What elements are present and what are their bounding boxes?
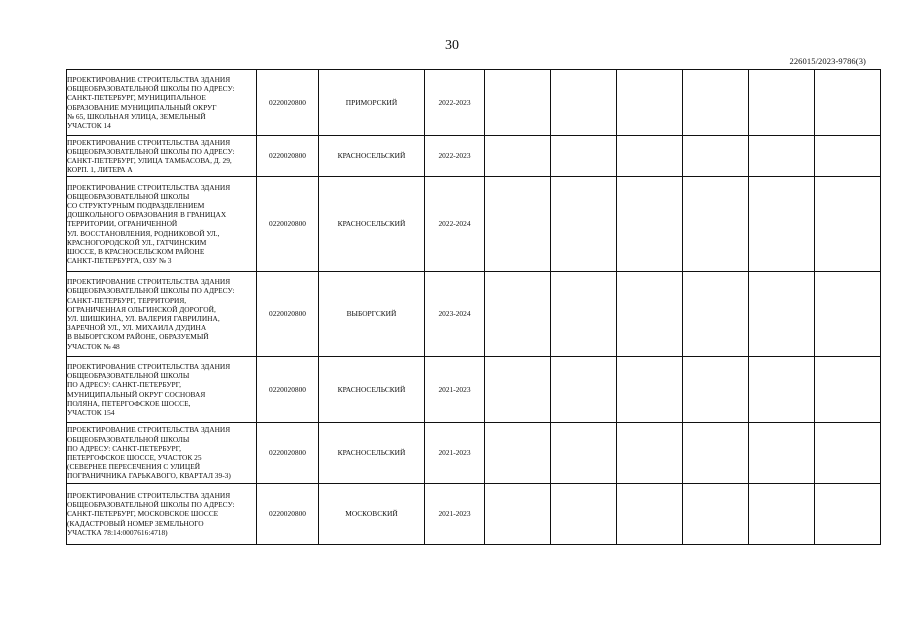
empty-cell: [749, 357, 815, 423]
empty-cell: [551, 272, 617, 357]
row-description: ПРОЕКТИРОВАНИЕ СТРОИТЕЛЬСТВА ЗДАНИЯ ОБЩЕОБРАЗОВАТЕЛЬНОЙ ШКОЛЫ ПО АДРЕСУ: САНКТ-ПЕТЕРБУРГ, ПЕТЕРГОФСКОЕ ШОССЕ, УЧАСТОК 25 (СЕВЕРНЕЕ ПЕРЕСЕЧЕНИЯ С УЛИЦЕЙ ПОГРАНИЧНИКА ГАРЬКАВОГО, КВАРТАЛ 39-3): [67, 423, 257, 484]
empty-cell: [485, 484, 551, 545]
empty-cell: [551, 423, 617, 484]
empty-cell: [749, 423, 815, 484]
row-code: 0220020800: [257, 357, 319, 423]
row-code: 0220020800: [257, 136, 319, 177]
row-district: ВЫБОРГСКИЙ: [319, 272, 425, 357]
empty-cell: [749, 484, 815, 545]
row-description: ПРОЕКТИРОВАНИЕ СТРОИТЕЛЬСТВА ЗДАНИЯ ОБЩЕОБРАЗОВАТЕЛЬНОЙ ШКОЛЫ ПО АДРЕСУ: САНКТ-ПЕТЕРБУРГ, МОСКОВСКОЕ ШОССЕ (КАДАСТРОВЫЙ НОМЕР ЗЕМЕЛЬНОГО УЧАСТКА 78:14:0007616:4718): [67, 484, 257, 545]
empty-cell: [617, 423, 683, 484]
empty-cell: [617, 70, 683, 136]
row-code: 0220020800: [257, 70, 319, 136]
empty-cell: [617, 136, 683, 177]
row-description: ПРОЕКТИРОВАНИЕ СТРОИТЕЛЬСТВА ЗДАНИЯ ОБЩЕОБРАЗОВАТЕЛЬНОЙ ШКОЛЫ ПО АДРЕСУ: САНКТ-ПЕТЕРБУРГ, УЛИЦА ТАМБАСОВА, Д. 29, КОРП. 1, ЛИТЕРА А: [67, 136, 257, 177]
document-id: 226015/2023-9786(3): [789, 56, 866, 66]
empty-cell: [683, 484, 749, 545]
row-period: 2021-2023: [425, 357, 485, 423]
empty-cell: [617, 272, 683, 357]
empty-cell: [617, 484, 683, 545]
empty-cell: [749, 272, 815, 357]
row-period: 2021-2023: [425, 423, 485, 484]
row-district: ПРИМОРСКИЙ: [319, 70, 425, 136]
table-row: [67, 272, 881, 357]
empty-cell: [815, 177, 881, 272]
table-row: [67, 70, 881, 136]
row-period: 2021-2023: [425, 484, 485, 545]
empty-cell: [815, 272, 881, 357]
empty-cell: [815, 484, 881, 545]
empty-cell: [749, 70, 815, 136]
empty-cell: [485, 70, 551, 136]
table-row: [67, 484, 881, 545]
empty-cell: [683, 423, 749, 484]
row-code: 0220020800: [257, 272, 319, 357]
empty-cell: [485, 136, 551, 177]
row-district: МОСКОВСКИЙ: [319, 484, 425, 545]
row-district: КРАСНОСЕЛЬСКИЙ: [319, 357, 425, 423]
empty-cell: [683, 357, 749, 423]
empty-cell: [815, 423, 881, 484]
row-district: КРАСНОСЕЛЬСКИЙ: [319, 423, 425, 484]
empty-cell: [485, 272, 551, 357]
table-body: [67, 70, 881, 545]
empty-cell: [815, 357, 881, 423]
empty-cell: [617, 177, 683, 272]
empty-cell: [683, 136, 749, 177]
empty-cell: [485, 423, 551, 484]
row-period: 2022-2024: [425, 177, 485, 272]
row-code: 0220020800: [257, 177, 319, 272]
empty-cell: [749, 177, 815, 272]
empty-cell: [683, 70, 749, 136]
empty-cell: [551, 136, 617, 177]
row-period: 2022-2023: [425, 70, 485, 136]
empty-cell: [551, 177, 617, 272]
empty-cell: [749, 136, 815, 177]
empty-cell: [617, 357, 683, 423]
row-description: ПРОЕКТИРОВАНИЕ СТРОИТЕЛЬСТВА ЗДАНИЯ ОБЩЕОБРАЗОВАТЕЛЬНОЙ ШКОЛЫ ПО АДРЕСУ: САНКТ-ПЕТЕРБУРГ, МУНИЦИПАЛЬНОЕ ОБРАЗОВАНИЕ МУНИЦИПАЛЬНЫЙ ОКРУГ № 65, ШКОЛЬНАЯ УЛИЦА, ЗЕМЕЛЬНЫЙ УЧАСТОК 14: [67, 70, 257, 136]
table-row: [67, 357, 881, 423]
row-district: КРАСНОСЕЛЬСКИЙ: [319, 136, 425, 177]
row-period: 2022-2023: [425, 136, 485, 177]
table-row: [67, 136, 881, 177]
row-description: ПРОЕКТИРОВАНИЕ СТРОИТЕЛЬСТВА ЗДАНИЯ ОБЩЕОБРАЗОВАТЕЛЬНОЙ ШКОЛЫ ПО АДРЕСУ: САНКТ-ПЕТЕРБУРГ, ТЕРРИТОРИЯ, ОГРАНИЧЕННАЯ ОЛЬГИНСКОЙ ДОРОГОЙ, УЛ. ШИШКИНА, УЛ. ВАЛЕРИЯ ГАВРИЛИНА, ЗАРЕЧНОЙ УЛ., УЛ. МИХАИЛА ДУДИНА В ВЫБОРГСКОМ РАЙОНЕ, ОБРАЗУЕМЫЙ УЧАСТОК № 48: [67, 272, 257, 357]
empty-cell: [683, 272, 749, 357]
row-description: ПРОЕКТИРОВАНИЕ СТРОИТЕЛЬСТВА ЗДАНИЯ ОБЩЕОБРАЗОВАТЕЛЬНОЙ ШКОЛЫ ПО АДРЕСУ: САНКТ-ПЕТЕРБУРГ, МУНИЦИПАЛЬНЫЙ ОКРУГ СОСНОВАЯ ПОЛЯНА, ПЕТЕРГОФСКОЕ ШОССЕ, УЧАСТОК 154: [67, 357, 257, 423]
row-code: 0220020800: [257, 484, 319, 545]
empty-cell: [551, 70, 617, 136]
row-district: КРАСНОСЕЛЬСКИЙ: [319, 177, 425, 272]
schools-table: [66, 69, 881, 545]
empty-cell: [485, 177, 551, 272]
empty-cell: [815, 70, 881, 136]
empty-cell: [551, 357, 617, 423]
empty-cell: [485, 357, 551, 423]
row-code: 0220020800: [257, 423, 319, 484]
page-number: 30: [445, 38, 459, 53]
empty-cell: [551, 484, 617, 545]
table-row: [67, 177, 881, 272]
empty-cell: [815, 136, 881, 177]
table-row: [67, 423, 881, 484]
row-description: ПРОЕКТИРОВАНИЕ СТРОИТЕЛЬСТВА ЗДАНИЯ ОБЩЕОБРАЗОВАТЕЛЬНОЙ ШКОЛЫ СО СТРУКТУРНЫМ ПОДРАЗДЕЛЕНИЕМ ДОШКОЛЬНОГО ОБРАЗОВАНИЯ В ГРАНИЦАХ ТЕРРИТОРИИ, ОГРАНИЧЕННОЙ УЛ. ВОССТАНОВЛЕНИЯ, РОДНИКОВОЙ УЛ., КРАСНОГОРОДСКОЙ УЛ., ГАТЧИНСКИМ ШОССЕ, В КРАСНОСЕЛЬСКОМ РАЙОНЕ САНКТ-ПЕТЕРБУРГА, ОЗУ № 3: [67, 177, 257, 272]
empty-cell: [683, 177, 749, 272]
row-period: 2023-2024: [425, 272, 485, 357]
